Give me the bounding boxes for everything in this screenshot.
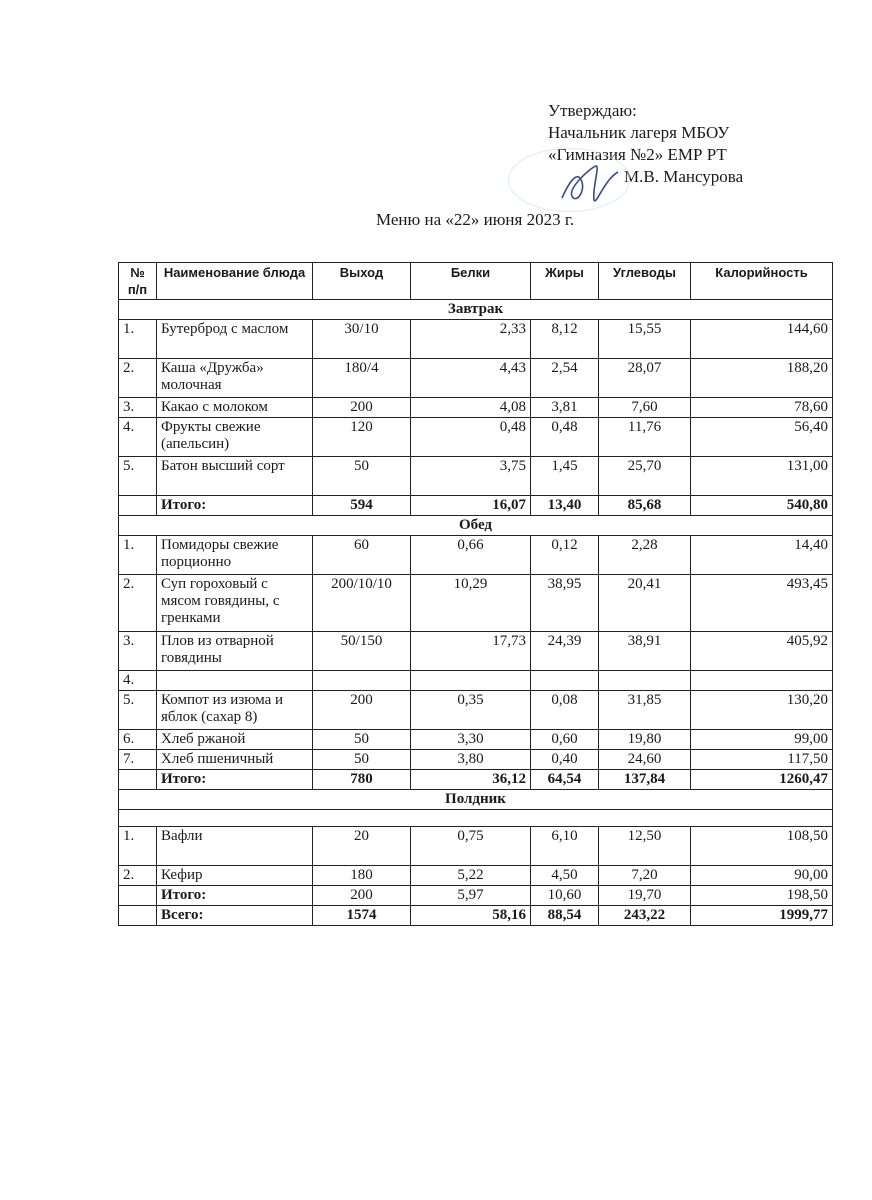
dish-output: 180 [313, 866, 411, 886]
dish-fat: 4,50 [531, 866, 599, 886]
dish-protein: 2,33 [411, 320, 531, 359]
header-carbs: Углеводы [599, 263, 691, 300]
dish-calories: 78,60 [691, 398, 833, 418]
table-row [119, 866, 833, 886]
grand-total-label: Всего: [157, 906, 313, 926]
dish-name: Суп гороховый с мясом говядины, с гренками [157, 575, 313, 632]
grand-total-carbs: 243,22 [599, 906, 691, 926]
grand-total-fat: 88,54 [531, 906, 599, 926]
dish-output [313, 671, 411, 691]
section-title-breakfast: Завтрак [119, 300, 833, 320]
dish-fat: 8,12 [531, 320, 599, 359]
dish-calories: 493,45 [691, 575, 833, 632]
total-output: 780 [313, 770, 411, 790]
dish-carbs [599, 671, 691, 691]
dish-calories: 90,00 [691, 866, 833, 886]
section-title-lunch: Обед [119, 516, 833, 536]
grand-total-calories: 1999,77 [691, 906, 833, 926]
dish-calories: 405,92 [691, 632, 833, 671]
dish-name: Батон высший сорт [157, 457, 313, 496]
approval-signatory: М.В. Мансурова [624, 167, 744, 186]
total-output: 594 [313, 496, 411, 516]
row-number: 4. [119, 671, 157, 691]
dish-carbs: 31,85 [599, 691, 691, 730]
dish-calories: 14,40 [691, 536, 833, 575]
total-fat: 13,40 [531, 496, 599, 516]
dish-name: Помидоры свежие порционно [157, 536, 313, 575]
dish-name: Вафли [157, 827, 313, 866]
total-fat: 10,60 [531, 886, 599, 906]
total-fat: 64,54 [531, 770, 599, 790]
total-protein: 16,07 [411, 496, 531, 516]
dish-output: 60 [313, 536, 411, 575]
dish-output: 50/150 [313, 632, 411, 671]
dish-fat: 1,45 [531, 457, 599, 496]
section-row-breakfast [119, 300, 833, 320]
dish-fat: 0,08 [531, 691, 599, 730]
total-carbs: 85,68 [599, 496, 691, 516]
header-protein: Белки [411, 263, 531, 300]
dish-protein: 4,43 [411, 359, 531, 398]
total-calories: 540,80 [691, 496, 833, 516]
header-num: № п/п [119, 263, 157, 300]
dish-protein: 4,08 [411, 398, 531, 418]
total-row-lunch [119, 770, 833, 790]
table-row [119, 632, 833, 671]
table-row [119, 827, 833, 866]
dish-protein: 0,66 [411, 536, 531, 575]
dish-output: 30/10 [313, 320, 411, 359]
header-name: Наименование блюда [157, 263, 313, 300]
total-row-snack [119, 886, 833, 906]
dish-output: 50 [313, 730, 411, 750]
dish-calories: 188,20 [691, 359, 833, 398]
row-number: 6. [119, 730, 157, 750]
dish-protein: 3,80 [411, 750, 531, 770]
dish-output: 50 [313, 750, 411, 770]
row-number: 1. [119, 320, 157, 359]
dish-fat: 24,39 [531, 632, 599, 671]
spacer-cell [119, 810, 833, 827]
row-number [119, 496, 157, 516]
table-row [119, 575, 833, 632]
dish-carbs: 24,60 [599, 750, 691, 770]
dish-calories [691, 671, 833, 691]
row-number: 4. [119, 418, 157, 457]
table-row [119, 750, 833, 770]
grand-total-row [119, 906, 833, 926]
dish-calories: 144,60 [691, 320, 833, 359]
dish-protein: 3,30 [411, 730, 531, 750]
grand-total-protein: 58,16 [411, 906, 531, 926]
dish-fat: 2,54 [531, 359, 599, 398]
total-label: Итого: [157, 770, 313, 790]
dish-fat: 0,60 [531, 730, 599, 750]
dish-fat [531, 671, 599, 691]
dish-carbs: 7,60 [599, 398, 691, 418]
dish-name: Какао с молоком [157, 398, 313, 418]
dish-output: 50 [313, 457, 411, 496]
dish-output: 200 [313, 691, 411, 730]
dish-carbs: 2,28 [599, 536, 691, 575]
spacer-row [119, 810, 833, 827]
total-carbs: 19,70 [599, 886, 691, 906]
dish-name: Каша «Дружба» молочная [157, 359, 313, 398]
row-number [119, 906, 157, 926]
dish-protein [411, 671, 531, 691]
dish-carbs: 11,76 [599, 418, 691, 457]
dish-carbs: 15,55 [599, 320, 691, 359]
row-number: 1. [119, 827, 157, 866]
row-number: 5. [119, 691, 157, 730]
row-number: 1. [119, 536, 157, 575]
total-protein: 36,12 [411, 770, 531, 790]
table-row [119, 457, 833, 496]
total-label: Итого: [157, 496, 313, 516]
dish-calories: 130,20 [691, 691, 833, 730]
header-output: Выход [313, 263, 411, 300]
table-row [119, 398, 833, 418]
document-title: Меню на «22» июня 2023 г. [376, 210, 575, 229]
row-number [119, 886, 157, 906]
dish-name: Плов из отварной говядины [157, 632, 313, 671]
dish-name: Хлеб пшеничный [157, 750, 313, 770]
dish-protein: 0,75 [411, 827, 531, 866]
table-row [119, 671, 833, 691]
row-number: 2. [119, 359, 157, 398]
dish-carbs: 38,91 [599, 632, 691, 671]
table-row [119, 359, 833, 398]
dish-fat: 3,81 [531, 398, 599, 418]
grand-total-output: 1574 [313, 906, 411, 926]
header-fat: Жиры [531, 263, 599, 300]
total-calories: 1260,47 [691, 770, 833, 790]
dish-calories: 131,00 [691, 457, 833, 496]
dish-calories: 56,40 [691, 418, 833, 457]
table-row [119, 320, 833, 359]
row-number: 3. [119, 398, 157, 418]
dish-name: Хлеб ржаной [157, 730, 313, 750]
dish-name [157, 671, 313, 691]
dish-protein: 0,35 [411, 691, 531, 730]
table-row [119, 536, 833, 575]
dish-carbs: 12,50 [599, 827, 691, 866]
signature-mark [556, 160, 626, 208]
dish-carbs: 20,41 [599, 575, 691, 632]
table-row [119, 730, 833, 750]
table-header-row [119, 263, 833, 300]
dish-output: 200/10/10 [313, 575, 411, 632]
dish-output: 120 [313, 418, 411, 457]
total-carbs: 137,84 [599, 770, 691, 790]
dish-fat: 38,95 [531, 575, 599, 632]
dish-output: 200 [313, 398, 411, 418]
dish-output: 20 [313, 827, 411, 866]
dish-protein: 5,22 [411, 866, 531, 886]
approval-position: Начальник лагеря МБОУ [548, 123, 730, 142]
dish-fat: 0,12 [531, 536, 599, 575]
dish-fat: 0,48 [531, 418, 599, 457]
approval-organization: «Гимназия №2» ЕМР РТ [548, 145, 727, 164]
total-calories: 198,50 [691, 886, 833, 906]
dish-name: Кефир [157, 866, 313, 886]
dish-name: Бутерброд с маслом [157, 320, 313, 359]
total-row-breakfast [119, 496, 833, 516]
dish-carbs: 25,70 [599, 457, 691, 496]
total-output: 200 [313, 886, 411, 906]
dish-protein: 0,48 [411, 418, 531, 457]
dish-calories: 99,00 [691, 730, 833, 750]
dish-calories: 117,50 [691, 750, 833, 770]
dish-name: Компот из изюма и яблок (сахар 8) [157, 691, 313, 730]
section-title-snack: Полдник [119, 790, 833, 810]
table-row [119, 691, 833, 730]
total-protein: 5,97 [411, 886, 531, 906]
section-row-snack [119, 790, 833, 810]
approval-heading: Утверждаю: [548, 101, 637, 120]
dish-carbs: 19,80 [599, 730, 691, 750]
row-number [119, 770, 157, 790]
dish-calories: 108,50 [691, 827, 833, 866]
dish-protein: 17,73 [411, 632, 531, 671]
section-row-lunch [119, 516, 833, 536]
dish-fat: 0,40 [531, 750, 599, 770]
table-row [119, 418, 833, 457]
dish-fat: 6,10 [531, 827, 599, 866]
header-calories: Калорийность [691, 263, 833, 300]
dish-protein: 10,29 [411, 575, 531, 632]
row-number: 3. [119, 632, 157, 671]
dish-name: Фрукты свежие (апельсин) [157, 418, 313, 457]
dish-carbs: 7,20 [599, 866, 691, 886]
menu-table [118, 262, 833, 926]
dish-carbs: 28,07 [599, 359, 691, 398]
total-label: Итого: [157, 886, 313, 906]
dish-protein: 3,75 [411, 457, 531, 496]
row-number: 2. [119, 866, 157, 886]
row-number: 2. [119, 575, 157, 632]
row-number: 7. [119, 750, 157, 770]
row-number: 5. [119, 457, 157, 496]
dish-output: 180/4 [313, 359, 411, 398]
